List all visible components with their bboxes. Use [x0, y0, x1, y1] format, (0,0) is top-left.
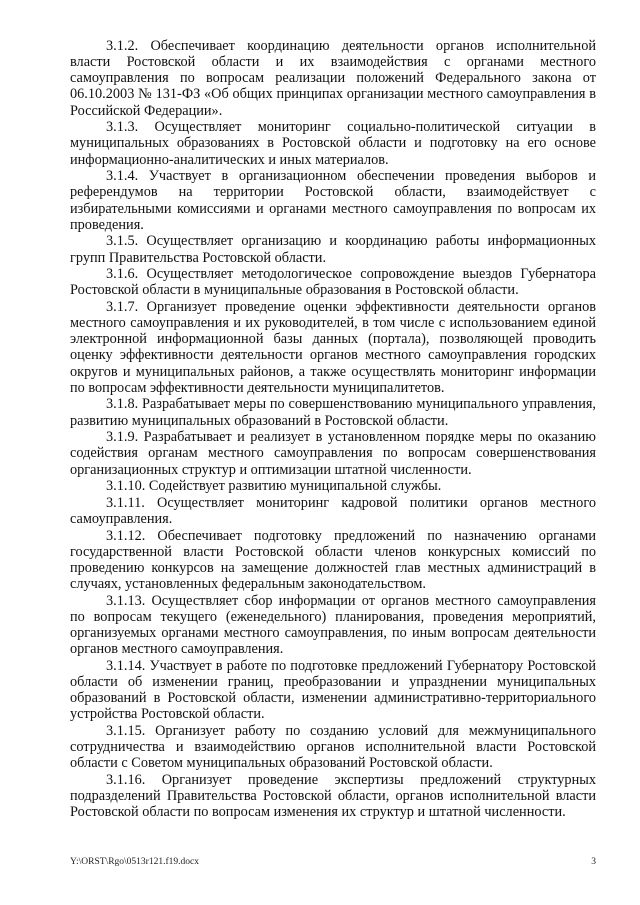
paragraph-3-1-3: 3.1.3. Осуществляет мониторинг социально-политической ситуации в муниципальных образованиях в Ростовской области и подготовку на его основе информационно-аналитических и иных материалов. [70, 119, 596, 168]
paragraph-3-1-16: 3.1.16. Организует проведение экспертизы предложений структурных подразделений Правительства Ростовской области, органов исполнительной власти Ростовской области по вопросам изменения их структур и штатной численности. [70, 772, 596, 821]
paragraph-3-1-13: 3.1.13. Осуществляет сбор информации от органов местного самоуправления по вопросам текущего (еженедельного) планирования, проведения мероприятий, организуемых органами местного самоуправления, по иным вопросам деятельности органов местного самоуправления. [70, 592, 596, 658]
page-footer [70, 857, 596, 867]
document-body [70, 38, 596, 821]
paragraph-3-1-6: 3.1.6. Осуществляет методологическое сопровождение выездов Губернатора Ростовской области в муниципальные образования в Ростовской области. [70, 266, 596, 299]
paragraph-3-1-4: 3.1.4. Участвует в организационном обеспечении проведения выборов и референдумов на территории Ростовской области, взаимодействует с избирательными комиссиями и органами местного самоуправления по вопросам их проведения. [70, 168, 596, 233]
paragraph-3-1-10: 3.1.10. Содействует развитию муниципальной службы. [106, 478, 442, 495]
paragraph-3-1-11: 3.1.11. Осуществляет мониторинг кадровой политики органов местного самоуправления. [70, 494, 596, 528]
paragraph-3-1-14: 3.1.14. Участвует в работе по подготовке предложений Губернатору Ростовской области об изменении границ, преобразовании и упразднении муниципальных образований в Ростовской области, изменении административно-территориального устройства Ростовской области. [70, 657, 596, 723]
paragraph-3-1-9: 3.1.9. Разрабатывает и реализует в установленном порядке меры по оказанию содействия органам местного самоуправления по вопросам совершенствования организационных структур и оптимизации штатной численности. [70, 429, 596, 478]
file-path: Y:\ORST\Rgo\0513r121.f19.docx [70, 857, 199, 867]
paragraph-3-1-15: 3.1.15. Организует работу по созданию условий для межмуниципального сотрудничества и взаимодействию органов исполнительной власти Ростовской области с Советом муниципальных образований Ростовской области. [70, 723, 596, 772]
page-number: 3 [591, 857, 596, 867]
paragraph-3-1-8: 3.1.8. Разрабатывает меры по совершенствованию муниципального управления, развитию муниципальных образований в Ростовской области. [70, 396, 596, 429]
paragraph-3-1-12: 3.1.12. Обеспечивает подготовку предложений по назначению органами государственной власти Ростовской области членов конкурсных комиссий по проведению конкурсов на замещение должностей глав местных администраций в случаях, установленных федеральным законодательством. [70, 527, 596, 593]
paragraph-3-1-5: 3.1.5. Осуществляет организацию и координацию работы информационных групп Правительства Ростовской области. [70, 233, 596, 266]
paragraph-3-1-2: 3.1.2. Обеспечивает координацию деятельности органов исполнительной власти Ростовской области и их взаимодействия с органами местного самоуправления по вопросам реализации положений Федерального закона от 06.10.2003 № 131-ФЗ «Об общих принципах организации местного самоуправления в Российской Федерации». [70, 38, 596, 119]
paragraph-3-1-7: 3.1.7. Организует проведение оценки эффективности деятельности органов местного самоуправления и их руководителей, в том числе с использованием единой электронной информационной базы данных (портала), позволяющей проводить оценку эффективности деятельности органов местного самоуправления городских округов и муниципальных районов, а также осуществлять мониторинг информации по вопросам эффективности деятельности муниципалитетов. [70, 299, 596, 396]
